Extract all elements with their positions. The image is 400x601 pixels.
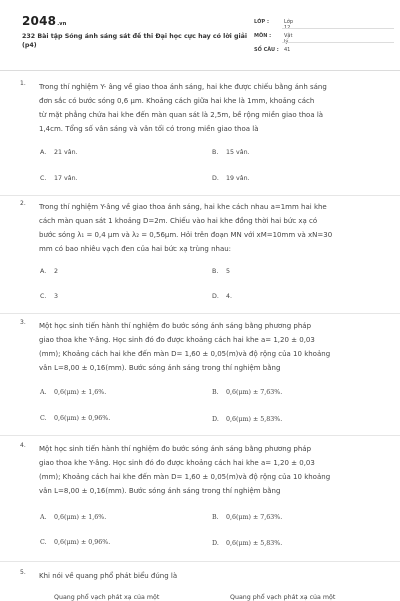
option-c[interactable] [40, 539, 110, 546]
question-number: 4. [20, 442, 26, 449]
question-divider [0, 195, 400, 196]
document-header [0, 0, 400, 70]
option-text: 0,6(μm) ± 5,83%. [226, 416, 283, 423]
question-line: cách màn quan sát 1 khoảng D=2m. Chiếu vào hai khe đồng thời hai bức xạ có [39, 217, 318, 225]
meta-class [254, 19, 294, 31]
option-label: B. [212, 149, 219, 156]
question-divider [0, 435, 400, 436]
option-b[interactable] [212, 514, 282, 521]
meta-subject-value: Vật lý [284, 33, 293, 45]
meta-subject [254, 33, 293, 45]
question-text [39, 200, 369, 256]
question-line: Trong thí nghiệm Y- âng về giao thoa ánh sáng, hai khe được chiếu bằng ánh sáng [39, 83, 327, 91]
logo-main: 2048 [22, 14, 57, 28]
question-text [39, 80, 369, 136]
option-label: B. [212, 514, 219, 521]
option-text: 2 [54, 268, 59, 275]
question-text [39, 569, 369, 583]
option-label: C. [40, 539, 47, 546]
question-number: 3. [20, 319, 26, 326]
option-label: D. [212, 175, 219, 182]
option-b[interactable] [212, 268, 230, 275]
question-line: Một học sinh tiến hành thí nghiệm đo bước sóng ánh sáng bằng phương pháp [39, 322, 312, 330]
option-label: A. [40, 389, 47, 396]
option-a[interactable] [40, 389, 106, 396]
option-text: 0,6(μm) ± 1,6%. [54, 514, 107, 521]
option-c[interactable] [40, 415, 110, 422]
option-text: Quang phổ vạch phát xạ của một [230, 594, 336, 601]
option-text: 19 vân. [226, 175, 250, 182]
option-text: 21 vân. [54, 149, 78, 156]
question-divider [0, 561, 400, 562]
option-a[interactable] [40, 514, 106, 521]
option-label: D. [212, 293, 219, 300]
question-line: (mm); Khoảng cách hai khe đến màn D= 1,60 ± 0,05(m)và độ rộng của 10 khoảng [39, 350, 331, 358]
question-line: vân L=8,00 ± 0,16(mm). Bước sóng ánh sáng trong thí nghiệm bằng [39, 364, 281, 372]
meta-count-label: SỐ CÂU : [254, 47, 279, 53]
option-a[interactable] [40, 149, 78, 156]
meta-subject-label: MÔN : [254, 33, 272, 39]
option-d[interactable] [212, 540, 282, 547]
option-text: 0,6(μm) ± 1,6%. [54, 389, 107, 396]
option-text: 3 [54, 293, 59, 300]
question-line: 1,4cm. Tổng số vân sáng và vân tối có trong miền giao thoa là [39, 125, 259, 133]
question-line: giao thoa khe Y-âng. Học sinh đó đo được khoảng cách hai khe a= 1,20 ± 0,03 [39, 336, 315, 344]
option-d[interactable] [212, 175, 250, 182]
logo-sub: .vn [57, 21, 67, 27]
question-line: (mm); Khoảng cách hai khe đến màn D= 1,60 ± 0,05(m)và độ rộng của 10 khoảng [39, 473, 331, 481]
option-d[interactable] [212, 293, 232, 300]
site-logo[interactable] [22, 14, 67, 28]
option-text: 0,6(μm) ± 7,63%. [226, 514, 283, 521]
meta-class-value: Lớp 12 [284, 19, 294, 31]
option-text: 0,6(μm) ± 0,96%. [54, 539, 111, 546]
option-text: 15 vân. [226, 149, 250, 156]
question-line: mm có bao nhiêu vạch đen của hai bức xạ trùng nhau: [39, 245, 232, 253]
option-label: D. [212, 540, 219, 547]
option-label: D. [212, 416, 219, 423]
question-number: 2. [20, 200, 26, 207]
option-text: 0,6(μm) ± 0,96%. [54, 415, 111, 422]
meta-divider [282, 42, 394, 43]
question-line: Khi nói về quang phổ phát biểu đúng là [39, 572, 178, 580]
option-d[interactable] [212, 416, 282, 423]
option-text: Quang phổ vạch phát xạ của một [54, 594, 160, 601]
option-b[interactable] [212, 149, 250, 156]
option-b[interactable] [212, 389, 282, 396]
option-a[interactable] [40, 268, 58, 275]
question-number: 1. [20, 80, 26, 87]
option-text: 0,6(μm) ± 5,83%. [226, 540, 283, 547]
question-line: từ mặt phẳng chứa hai khe đến màn quan sát là 2,5m, bề rộng miền giao thoa là [39, 111, 324, 119]
question-line: Một học sinh tiến hành thí nghiệm đo bước sóng ánh sáng bằng phương pháp [39, 445, 312, 453]
question-line: vân L=8,00 ± 0,16(mm). Bước sóng ánh sáng trong thí nghiệm bằng [39, 487, 281, 495]
option-label: A. [40, 149, 47, 156]
option-label: A. [40, 268, 47, 275]
question-number: 5. [20, 569, 26, 576]
header-divider [0, 70, 400, 71]
question-line: Trong thí nghiệm Y-âng về giao thoa ánh sáng, hai khe cách nhau a=1mm hai khe [39, 203, 327, 211]
option-label: B. [212, 389, 219, 396]
option-text: 17 vân. [54, 175, 78, 182]
question-line: đơn sắc có bước sóng 0,6 μm. Khoảng cách giữa hai khe là 1mm, khoảng cách [39, 97, 315, 105]
option-text: 0,6(μm) ± 7,63%. [226, 389, 283, 396]
option-label: C. [40, 175, 47, 182]
option-text: 4. [226, 293, 233, 300]
question-text [39, 442, 369, 498]
option-label: C. [40, 415, 47, 422]
option-label: A. [40, 514, 47, 521]
question-line: bước sóng λ₁ = 0,4 μm và λ₂ = 0,56μm. Hỏi trên đoạn MN với xM=10mm và xN=30 [39, 231, 333, 239]
meta-divider [282, 28, 394, 29]
question-divider [0, 313, 400, 314]
question-line: giao thoa khe Y-âng. Học sinh đó đo được khoảng cách hai khe a= 1,20 ± 0,03 [39, 459, 315, 467]
question-text [39, 319, 369, 375]
document-title: 232 Bài tập Sóng ánh sáng sát đề thi Đại học cực hay có lời giải (p4) [22, 33, 248, 49]
meta-count-value: 41 [284, 47, 291, 53]
option-label: B. [212, 268, 219, 275]
meta-count [254, 47, 291, 53]
option-label: C. [40, 293, 47, 300]
option-text: 5 [226, 268, 231, 275]
meta-class-label: LỚP : [254, 19, 269, 25]
option-c[interactable] [40, 175, 78, 182]
option-c[interactable] [40, 293, 58, 300]
